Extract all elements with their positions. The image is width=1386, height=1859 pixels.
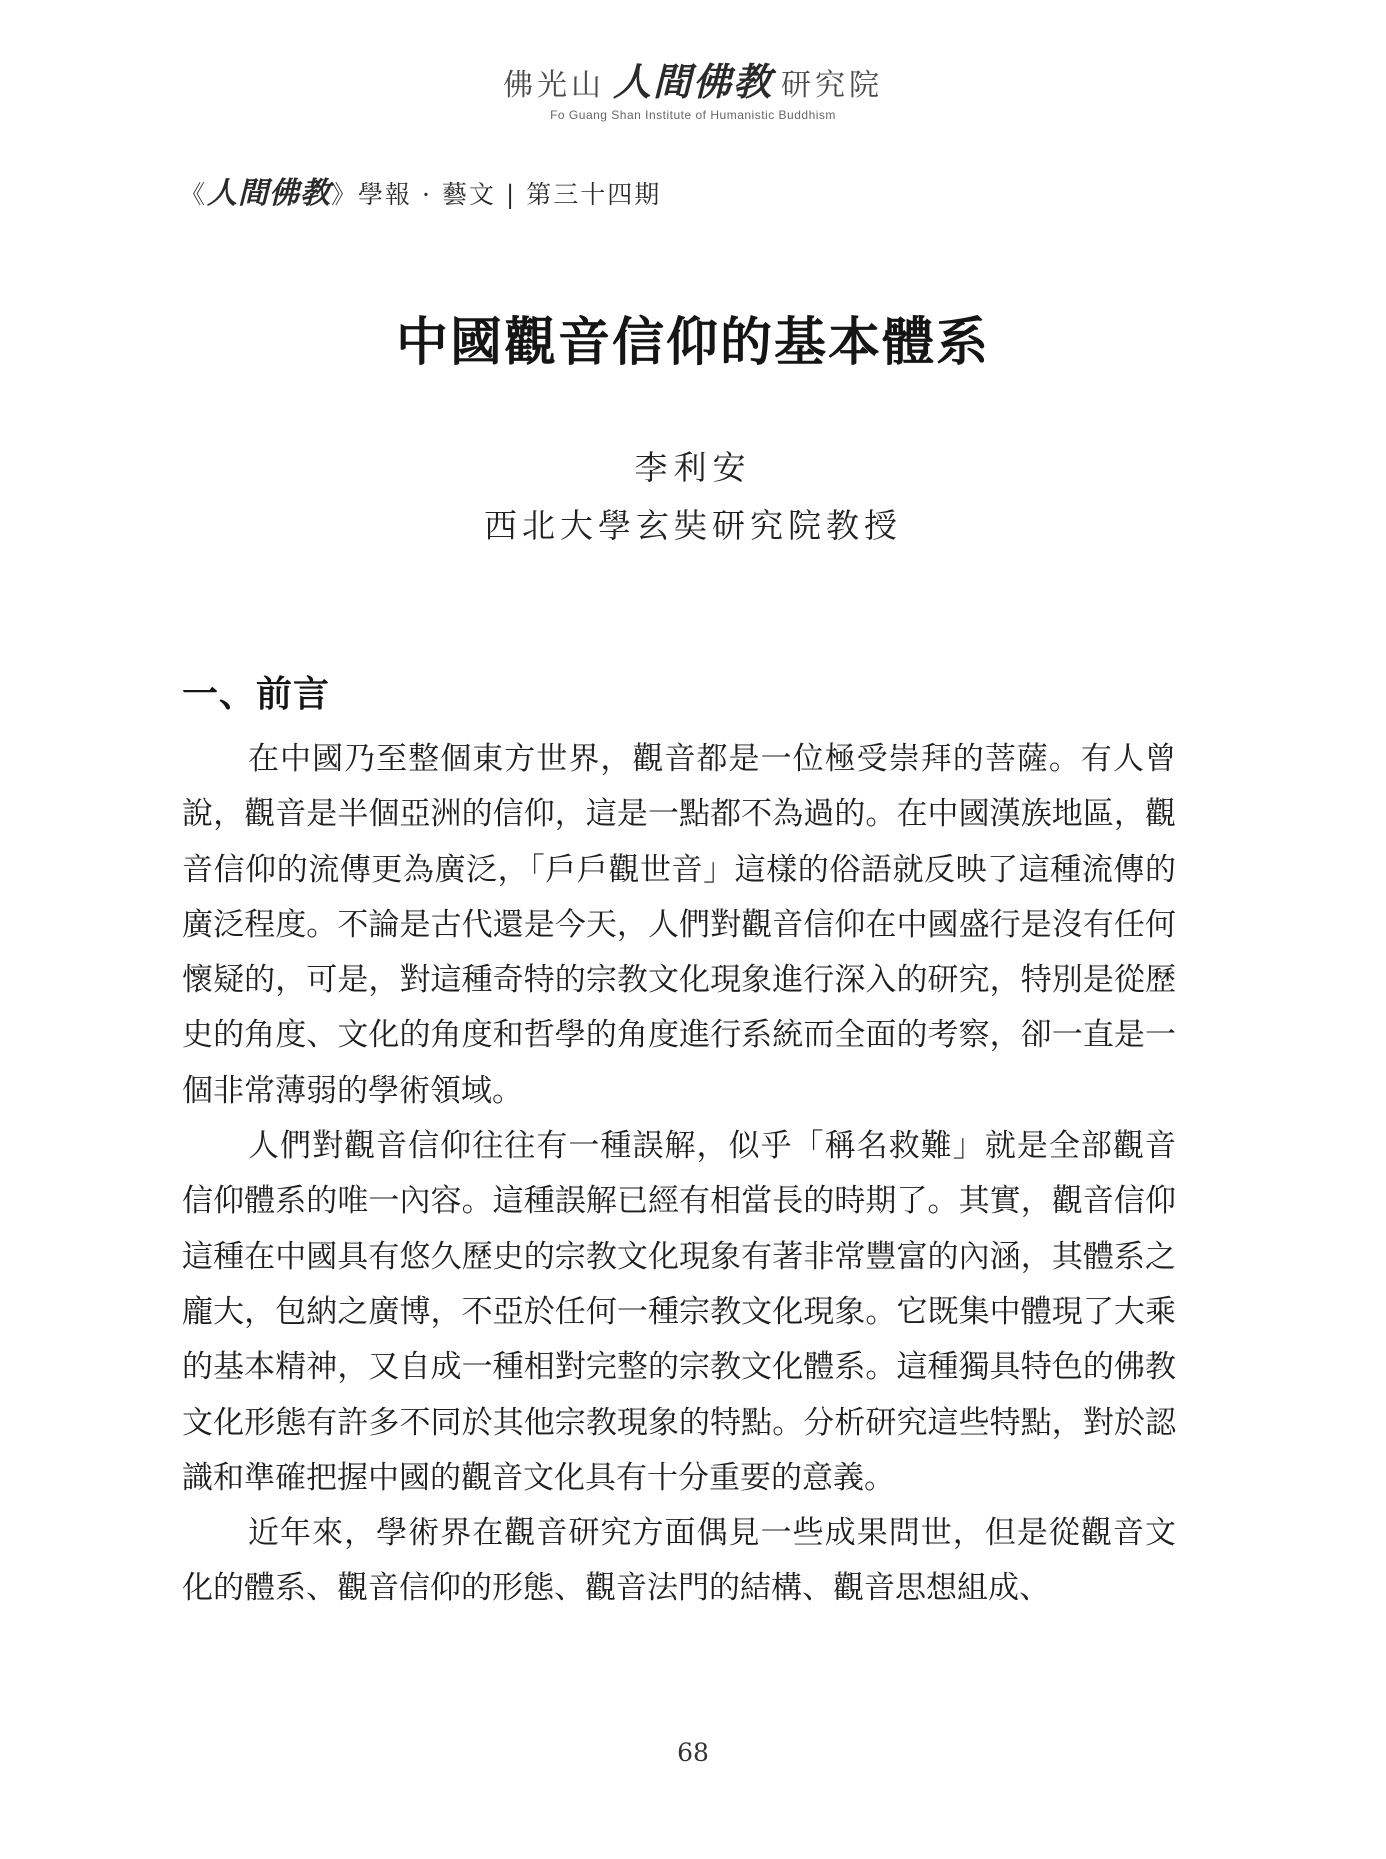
author-affiliation: 西北大學玄奘研究院教授: [484, 506, 902, 545]
institute-name: [0, 62, 1386, 106]
author-name: 李利安: [634, 448, 752, 487]
body-paragraph: 近年來，學術界在觀音研究方面偶見一些成果問世，但是從觀音文化的體系、觀音信仰的形態、觀音法門的結構、觀音思想組成、: [182, 1515, 1176, 1607]
institute-name-suffix: 研究院: [781, 68, 883, 103]
page-number: 68: [677, 1738, 709, 1767]
institute-masthead: [0, 62, 1386, 122]
journal-issue-line: [180, 168, 661, 212]
body-paragraph: 人們對觀音信仰往往有一種誤解，似乎「稱名救難」就是全部觀音信仰體系的唯一內容。這種誤解已經有相當長的時期了。其實，觀音信仰這種在中國具有悠久歷史的宗教文化現象有著非常豐富的內涵，其體系之龐大，包納之廣博，不亞於任何一種宗教文化現象。它既集中體現了大乘的基本精神，又自成一種相對完整的宗教文化體系。這種獨具特色的佛教文化形態有許多不同於其他宗教現象的特點。分析研究這些特點，對於認識和準確把握中國的觀音文化具有十分重要的意義。: [182, 1128, 1176, 1496]
institute-english-name: Fo Guang Shan Institute of Humanistic Buddhism: [550, 108, 836, 122]
journal-open-quote: 《: [180, 180, 208, 209]
article-title: 中國觀音信仰的基本體系: [395, 312, 990, 373]
journal-issue-info: 學報 · 藝文 | 第三十四期: [358, 180, 662, 209]
institute-name-prefix: 佛光山: [502, 68, 605, 103]
journal-brand: 人間佛教: [207, 176, 332, 211]
humanistic-buddhism-logo: 人間佛教: [612, 60, 773, 104]
journal-close-quote: 》: [331, 180, 359, 209]
article-body: [182, 732, 1176, 1617]
body-paragraph: 在中國乃至整個東方世界，觀音都是一位極受崇拜的菩薩。有人曾說，觀音是半個亞洲的信仰，這是一點都不為過的。在中國漢族地區，觀音信仰的流傳更為廣泛，「戶戶觀世音」這樣的俗語就反映了這種流傳的廣泛程度。不論是古代還是今天，人們對觀音信仰在中國盛行是沒有任何懷疑的，可是，對這種奇特的宗教文化現象進行深入的研究，特別是從歷史的角度、文化的角度和哲學的角度進行系統而全面的考察，卻一直是一個非常薄弱的學術領域。: [182, 741, 1176, 1109]
section-heading: 一、前言: [182, 673, 331, 715]
